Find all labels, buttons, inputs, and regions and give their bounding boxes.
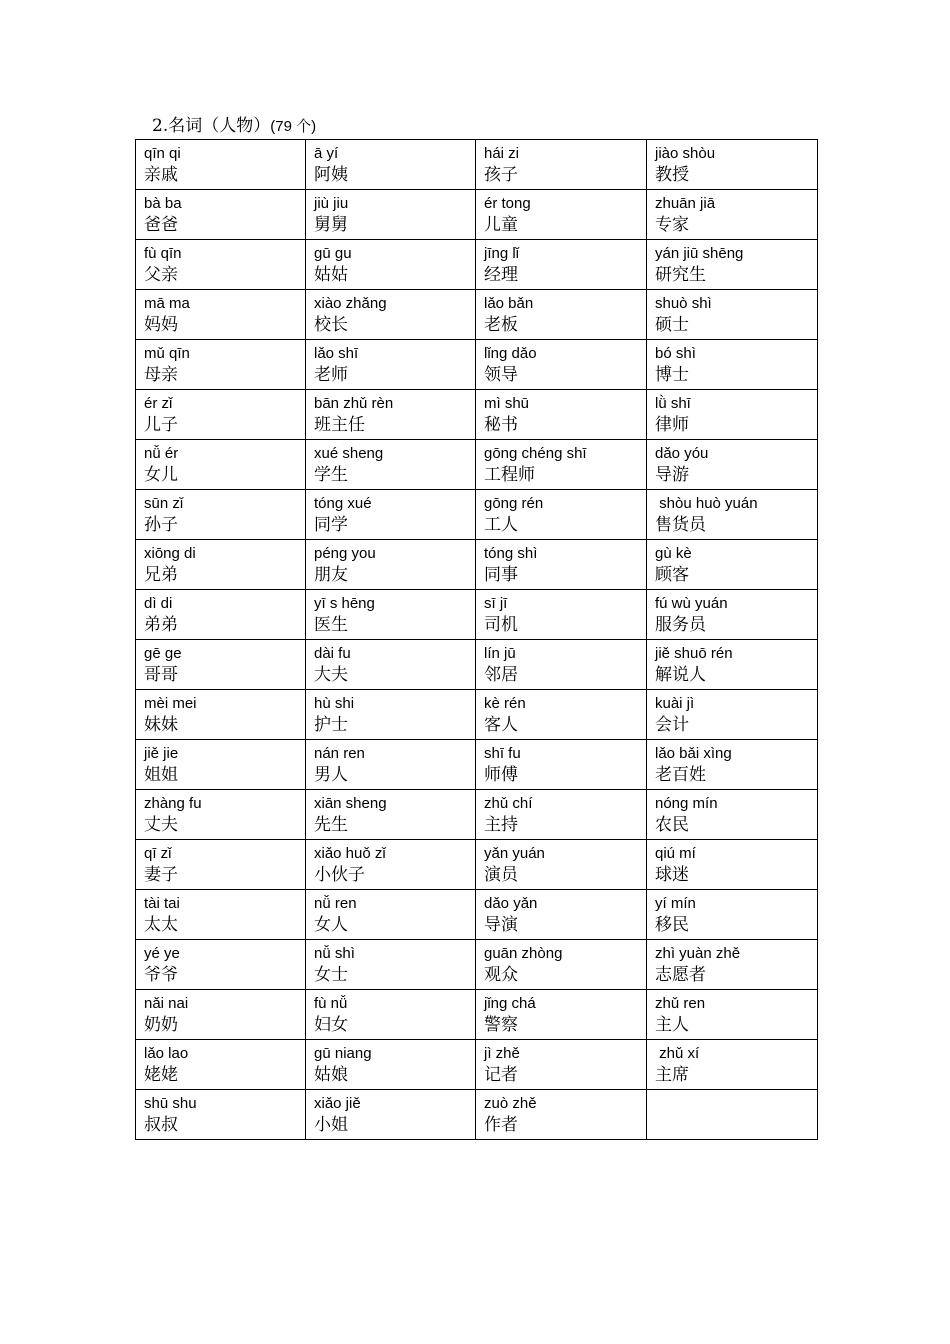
hanzi-text: 母亲 — [144, 365, 178, 385]
hanzi-text: 姑姑 — [314, 265, 348, 285]
pinyin-text: jīng lǐ — [484, 245, 520, 262]
vocab-cell — [476, 340, 647, 390]
pinyin-text: nán ren — [314, 745, 365, 762]
pinyin-text: zhǔ xí — [655, 1045, 700, 1062]
vocab-cell — [647, 140, 818, 190]
pinyin-text: qī zǐ — [144, 845, 172, 862]
vocab-cell — [647, 440, 818, 490]
vocab-cell — [476, 590, 647, 640]
pinyin-text: fù nǚ — [314, 995, 348, 1012]
pinyin-text: tóng xué — [314, 495, 372, 512]
hanzi-text: 会计 — [655, 715, 689, 735]
pinyin-text: péng you — [314, 545, 376, 562]
hanzi-text: 老板 — [484, 315, 518, 335]
hanzi-text: 孩子 — [484, 165, 518, 185]
pinyin-text: tài tai — [144, 895, 180, 912]
pinyin-text: mèi mei — [144, 695, 197, 712]
hanzi-text: 男人 — [314, 765, 348, 785]
table-row — [136, 540, 818, 590]
pinyin-text: jiù jiu — [314, 195, 349, 212]
pinyin-text: mā ma — [144, 295, 190, 312]
vocab-cell — [306, 1090, 476, 1140]
vocab-cell — [306, 640, 476, 690]
hanzi-text: 护士 — [314, 715, 348, 735]
pinyin-text: zhì yuàn zhě — [655, 945, 741, 962]
vocab-cell — [647, 340, 818, 390]
hanzi-text: 爷爷 — [144, 965, 178, 985]
hanzi-text: 记者 — [484, 1065, 518, 1085]
hanzi-text: 孙子 — [144, 515, 178, 535]
vocab-cell — [306, 440, 476, 490]
vocab-cell — [136, 890, 306, 940]
pinyin-text: qīn qi — [144, 145, 181, 162]
pinyin-text: jiě shuō rén — [655, 645, 733, 662]
vocab-cell — [306, 390, 476, 440]
hanzi-text: 工程师 — [484, 465, 535, 485]
vocab-cell — [136, 940, 306, 990]
hanzi-text: 专家 — [655, 215, 689, 235]
pinyin-text: lǎo shī — [314, 345, 359, 362]
vocab-cell — [476, 740, 647, 790]
vocab-cell — [647, 390, 818, 440]
hanzi-text: 姑娘 — [314, 1065, 348, 1085]
hanzi-text: 主人 — [655, 1015, 689, 1035]
vocab-cell — [306, 1040, 476, 1090]
hanzi-text: 主持 — [484, 815, 518, 835]
vocab-cell — [136, 340, 306, 390]
table-row — [136, 390, 818, 440]
pinyin-text: guān zhòng — [484, 945, 563, 962]
pinyin-text: zhàng fu — [144, 795, 202, 812]
vocab-cell — [476, 890, 647, 940]
pinyin-text: zhǔ ren — [655, 995, 706, 1012]
hanzi-text: 顾客 — [655, 565, 689, 585]
pinyin-text: jì zhě — [484, 1045, 520, 1062]
hanzi-text: 农民 — [655, 815, 689, 835]
pinyin-text: gōng chéng shī — [484, 445, 587, 462]
pinyin-text: lǜ shī — [655, 395, 691, 412]
vocab-cell — [136, 990, 306, 1040]
hanzi-text: 邻居 — [484, 665, 518, 685]
hanzi-text: 小姐 — [314, 1115, 348, 1135]
vocab-cell — [647, 240, 818, 290]
vocab-cell — [136, 440, 306, 490]
hanzi-text: 妇女 — [314, 1015, 348, 1035]
pinyin-text: gē ge — [144, 645, 182, 662]
hanzi-text: 博士 — [655, 365, 689, 385]
hanzi-text: 妹妹 — [144, 715, 178, 735]
pinyin-text: xiǎo huǒ zǐ — [314, 845, 386, 862]
vocabulary-table-body — [136, 140, 818, 1140]
pinyin-text: yán jiū shēng — [655, 245, 744, 262]
vocab-cell — [476, 940, 647, 990]
pinyin-text: lǎo bǎi xìng — [655, 745, 732, 762]
hanzi-text: 秘书 — [484, 415, 518, 435]
pinyin-text: sūn zǐ — [144, 495, 184, 512]
vocab-cell — [647, 640, 818, 690]
vocab-cell — [306, 290, 476, 340]
hanzi-text: 作者 — [484, 1115, 518, 1135]
vocab-cell — [647, 290, 818, 340]
hanzi-text: 舅舅 — [314, 215, 348, 235]
table-row — [136, 1040, 818, 1090]
vocab-cell — [136, 590, 306, 640]
hanzi-text: 工人 — [484, 515, 518, 535]
hanzi-text: 客人 — [484, 715, 518, 735]
vocab-cell — [476, 790, 647, 840]
hanzi-text: 姐姐 — [144, 765, 178, 785]
vocab-cell — [476, 540, 647, 590]
pinyin-text: nóng mín — [655, 795, 718, 812]
pinyin-text: gù kè — [655, 545, 692, 562]
vocab-cell — [306, 740, 476, 790]
table-row — [136, 690, 818, 740]
hanzi-text: 老师 — [314, 365, 348, 385]
pinyin-text: dǎo yǎn — [484, 895, 538, 912]
hanzi-text: 师傅 — [484, 765, 518, 785]
vocab-cell — [647, 540, 818, 590]
pinyin-text: shī fu — [484, 745, 521, 762]
pinyin-text: bān zhǔ rèn — [314, 395, 394, 412]
vocab-cell — [476, 1040, 647, 1090]
pinyin-text: sī jī — [484, 595, 508, 612]
table-row — [136, 340, 818, 390]
table-row — [136, 790, 818, 840]
hanzi-text: 研究生 — [655, 265, 706, 285]
table-row — [136, 240, 818, 290]
table-row — [136, 990, 818, 1040]
vocab-cell — [476, 690, 647, 740]
vocabulary-table — [135, 139, 818, 1140]
hanzi-text: 老百姓 — [655, 765, 706, 785]
hanzi-text: 父亲 — [144, 265, 178, 285]
pinyin-text: xiào zhǎng — [314, 295, 387, 312]
vocab-cell — [647, 940, 818, 990]
vocab-cell — [136, 790, 306, 840]
vocab-cell — [476, 190, 647, 240]
pinyin-text: yé ye — [144, 945, 180, 962]
hanzi-text: 兄弟 — [144, 565, 178, 585]
vocab-cell — [647, 1040, 818, 1090]
hanzi-text: 教授 — [655, 165, 689, 185]
vocab-cell — [136, 390, 306, 440]
pinyin-text: kè rén — [484, 695, 526, 712]
pinyin-text: gū niang — [314, 1045, 372, 1062]
table-row — [136, 940, 818, 990]
vocab-cell — [306, 490, 476, 540]
hanzi-text: 儿童 — [484, 215, 518, 235]
hanzi-text: 观众 — [484, 965, 518, 985]
pinyin-text: yí mín — [655, 895, 696, 912]
pinyin-text: lǎo lao — [144, 1045, 189, 1062]
hanzi-text: 姥姥 — [144, 1065, 178, 1085]
pinyin-text: tóng shì — [484, 545, 538, 562]
pinyin-text: ér tong — [484, 195, 531, 212]
table-row — [136, 440, 818, 490]
pinyin-text: fú wù yuán — [655, 595, 728, 612]
vocab-cell — [306, 840, 476, 890]
vocab-cell — [306, 240, 476, 290]
table-row — [136, 290, 818, 340]
hanzi-text: 妻子 — [144, 865, 178, 885]
pinyin-text: nǚ shì — [314, 945, 355, 962]
vocab-cell — [476, 840, 647, 890]
vocab-cell — [136, 190, 306, 240]
vocab-cell — [136, 540, 306, 590]
hanzi-text: 经理 — [484, 265, 518, 285]
pinyin-text: qiú mí — [655, 845, 696, 862]
table-row — [136, 890, 818, 940]
pinyin-text: jǐng chá — [484, 995, 536, 1012]
pinyin-text: xiān sheng — [314, 795, 387, 812]
table-row — [136, 640, 818, 690]
vocab-cell — [136, 1040, 306, 1090]
vocab-cell — [306, 140, 476, 190]
hanzi-text: 大夫 — [314, 665, 348, 685]
vocab-cell — [306, 940, 476, 990]
heading-count: (79 个) — [270, 118, 317, 135]
vocab-cell — [476, 240, 647, 290]
hanzi-text: 儿子 — [144, 415, 178, 435]
hanzi-text: 主席 — [655, 1065, 689, 1085]
table-row — [136, 1090, 818, 1140]
vocab-cell — [306, 890, 476, 940]
pinyin-text: mǔ qīn — [144, 345, 190, 362]
table-row — [136, 140, 818, 190]
vocab-cell — [647, 890, 818, 940]
pinyin-text: shuò shì — [655, 295, 712, 312]
vocab-cell — [306, 540, 476, 590]
hanzi-text: 同事 — [484, 565, 518, 585]
pinyin-text: zhǔ chí — [484, 795, 533, 812]
hanzi-text: 妈妈 — [144, 315, 178, 335]
vocab-cell — [476, 640, 647, 690]
hanzi-text: 校长 — [314, 315, 348, 335]
pinyin-text: lǐng dǎo — [484, 345, 537, 362]
hanzi-text: 导游 — [655, 465, 689, 485]
vocab-cell — [136, 290, 306, 340]
hanzi-text: 演员 — [484, 865, 518, 885]
pinyin-text: mì shū — [484, 395, 530, 412]
table-row — [136, 840, 818, 890]
vocab-cell — [647, 790, 818, 840]
hanzi-text: 叔叔 — [144, 1115, 178, 1135]
vocab-cell — [136, 140, 306, 190]
hanzi-text: 弟弟 — [144, 615, 178, 635]
section-heading — [152, 114, 316, 139]
vocab-cell — [306, 590, 476, 640]
pinyin-text: shū shu — [144, 1095, 197, 1112]
hanzi-text: 丈夫 — [144, 815, 178, 835]
hanzi-text: 先生 — [314, 815, 348, 835]
pinyin-text: dài fu — [314, 645, 351, 662]
vocab-cell — [647, 490, 818, 540]
vocab-cell — [306, 190, 476, 240]
pinyin-text: gū gu — [314, 245, 352, 262]
pinyin-text: bó shì — [655, 345, 696, 362]
vocab-cell — [476, 390, 647, 440]
pinyin-text: xué sheng — [314, 445, 384, 462]
pinyin-text: lín jū — [484, 645, 516, 662]
vocab-cell — [136, 740, 306, 790]
hanzi-text: 移民 — [655, 915, 689, 935]
vocab-cell — [136, 1090, 306, 1140]
vocab-cell — [476, 990, 647, 1040]
pinyin-text: zhuān jiā — [655, 195, 716, 212]
hanzi-text: 朋友 — [314, 565, 348, 585]
vocab-cell — [136, 490, 306, 540]
hanzi-text: 女儿 — [144, 465, 178, 485]
hanzi-text: 太太 — [144, 915, 178, 935]
hanzi-text: 阿姨 — [314, 165, 348, 185]
vocab-cell — [647, 590, 818, 640]
pinyin-text: dǎo yóu — [655, 445, 709, 462]
pinyin-text: xiǎo jiě — [314, 1095, 361, 1112]
vocab-cell — [476, 140, 647, 190]
pinyin-text: gōng rén — [484, 495, 544, 512]
vocab-cell — [647, 1090, 818, 1140]
hanzi-text: 哥哥 — [144, 665, 178, 685]
table-row — [136, 590, 818, 640]
hanzi-text: 班主任 — [314, 415, 365, 435]
pinyin-text: shòu huò yuán — [655, 495, 758, 512]
pinyin-text: bà ba — [144, 195, 182, 212]
pinyin-text: ā yí — [314, 145, 339, 162]
vocab-cell — [306, 790, 476, 840]
vocab-cell — [476, 490, 647, 540]
hanzi-text: 服务员 — [655, 615, 706, 635]
hanzi-text: 医生 — [314, 615, 348, 635]
hanzi-text: 女人 — [314, 915, 348, 935]
pinyin-text: jiào shòu — [655, 145, 716, 162]
vocab-cell — [136, 840, 306, 890]
vocab-cell — [476, 1090, 647, 1140]
hanzi-text: 亲戚 — [144, 165, 178, 185]
hanzi-text: 奶奶 — [144, 1015, 178, 1035]
hanzi-text: 领导 — [484, 365, 518, 385]
pinyin-text: fù qīn — [144, 245, 182, 262]
hanzi-text: 女士 — [314, 965, 348, 985]
hanzi-text: 志愿者 — [655, 965, 706, 985]
vocab-cell — [647, 840, 818, 890]
hanzi-text: 爸爸 — [144, 215, 178, 235]
pinyin-text: kuài jì — [655, 695, 695, 712]
vocab-cell — [647, 740, 818, 790]
hanzi-text: 警察 — [484, 1015, 518, 1035]
pinyin-text: lǎo bǎn — [484, 295, 534, 312]
hanzi-text: 球迷 — [655, 865, 689, 885]
table-row — [136, 740, 818, 790]
vocab-cell — [647, 690, 818, 740]
hanzi-text: 司机 — [484, 615, 518, 635]
hanzi-text: 解说人 — [655, 665, 706, 685]
pinyin-text: xiōng di — [144, 545, 196, 562]
pinyin-text: zuò zhě — [484, 1095, 537, 1112]
pinyin-text: nǚ ér — [144, 445, 179, 462]
vocab-cell — [476, 440, 647, 490]
hanzi-text: 硕士 — [655, 315, 689, 335]
vocab-cell — [647, 190, 818, 240]
vocab-cell — [476, 290, 647, 340]
hanzi-text: 售货员 — [655, 515, 706, 535]
vocab-cell — [136, 690, 306, 740]
hanzi-text: 同学 — [314, 515, 348, 535]
table-row — [136, 190, 818, 240]
vocab-cell — [306, 340, 476, 390]
pinyin-text: dì di — [144, 595, 173, 612]
pinyin-text: nǎi nai — [144, 995, 189, 1012]
hanzi-text: 律师 — [655, 415, 689, 435]
vocab-cell — [136, 640, 306, 690]
vocab-cell — [647, 990, 818, 1040]
pinyin-text: hái zi — [484, 145, 520, 162]
pinyin-text: nǚ ren — [314, 895, 357, 912]
table-row — [136, 490, 818, 540]
hanzi-text: 小伙子 — [314, 865, 365, 885]
vocab-cell — [136, 240, 306, 290]
hanzi-text: 学生 — [314, 465, 348, 485]
pinyin-text: ér zǐ — [144, 395, 173, 412]
pinyin-text: yǎn yuán — [484, 845, 545, 862]
vocab-cell — [306, 690, 476, 740]
pinyin-text: yī s hēng — [314, 595, 375, 612]
vocab-cell — [306, 990, 476, 1040]
hanzi-text: 导演 — [484, 915, 518, 935]
heading-title: 2.名词（人物） — [152, 116, 271, 136]
pinyin-text: jiě jie — [144, 745, 179, 762]
pinyin-text: hù shi — [314, 695, 355, 712]
